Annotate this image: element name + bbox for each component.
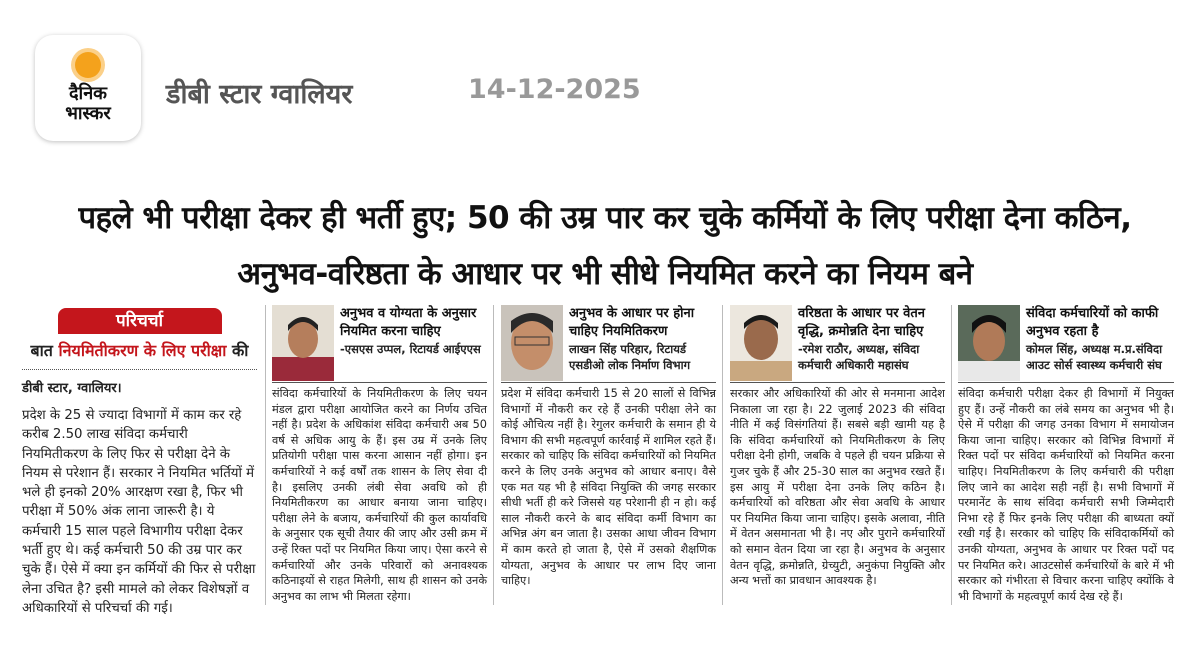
opinion-byline: -एसएस उप्पल, रिटायर्ड आईएएस (340, 342, 481, 356)
person-photo (958, 305, 1020, 381)
intro-column (22, 305, 266, 616)
opinion-byline: कोमल सिंह, अध्यक्ष म.प्र.संविदा आउट सोर्स स्वास्थ्य कर्मचारी संघ (1026, 342, 1163, 372)
sun-icon (75, 52, 101, 78)
subheading (22, 339, 257, 370)
dainik-bhaskar-logo (35, 35, 141, 141)
opinion-byline: -रमेश राठौर, अध्यक्ष, संविदा कर्मचारी अधिकारी महासंघ (798, 342, 920, 372)
opinion-title: अनुभव व योग्यता के अनुसार नियमित करना चाहिए (340, 306, 477, 339)
opinion-body: सरकार और अधिकारियों की ओर से मनमाना आदेश निकाला जा रहा है। 22 जुलाई 2023 की संविदा नीति में कई विसंगतियां हैं। सबसे बड़ी खामी यह है कि संविदा कर्मचारियों को नियमितीकरण के लिए परीक्षा देनी होगी, जबकि वे पहले ही चयन प्रक्रिया से गुजर चुके हैं और 25-30 साल का अनुभव रखते हैं। इस आयु में परीक्षा देना उनके लिए कठिन है। कर्मचारियों को वरिष्ठता और सेवा अवधि के आधार पर नियमित किया जाना चाहिए। इसके अलावा, नीति में वेतन असमानता भी है। नए और पुराने कर्मचारियों को समान वेतन दिया जा रहा है। अनुभव के अनुसार वेतन वृद्धि, क्रमोन्नति, ग्रेच्युटी, अनुकंपा नियुक्ति और अन्य भत्तों का प्रावधान आवश्यक है। (730, 387, 945, 588)
logo-text-line1: दैनिक (68, 83, 108, 104)
opinion-column (958, 305, 1180, 605)
person-photo (730, 305, 792, 381)
opinion-column (272, 305, 494, 605)
publish-date: 14-12-2025 (468, 74, 641, 105)
opinion-title: संविदा कर्मचारियों को काफी अनुभव रहता है (1026, 306, 1159, 339)
subheading-highlight: नियमितीकरण के लिए परीक्षा (58, 341, 227, 360)
subheading-post: की (226, 341, 249, 360)
opinion-title: अनुभव के आधार पर होना चाहिए नियमितिकरण (569, 306, 695, 339)
logo-text-line2: भास्कर (65, 103, 111, 124)
opinion-column (501, 305, 723, 605)
opinion-body: प्रदेश में संविदा कर्मचारी 15 से 20 सालों से विभिन्न विभागों में नौकरी कर रहे हैं उनकी परीक्षा लेने का कोई औचित्य नहीं है। रेगुलर कर्मचारी के समान ही ये विभाग की सभी महत्वपूर्ण कार्रवाई में शामिल रहते हैं। सरकार को चाहिए कि संविदा कर्मचारियों को नियमित करने के लिए उनके अनुभव को आधार बनाए। वैसे एक मत यह भी है संविदा नियुक्ति की जगह सरकार सीधी भर्ती ही करे जिससे यह परेशानी ही न हो। कई साल नौकरी करने के बाद संविदा कर्मी विभाग का अभिन्न अंग बन जाता है। उसका आधा जीवन विभाग में काम करते हो जाता है, ऐसे में उसको शैक्षणिक योग्यता, अनुभव के आधार पर लाभ दिए जाना चाहिए। (501, 387, 716, 588)
opinion-column (730, 305, 952, 605)
subheading-pre: बात (30, 341, 59, 360)
source-title: डीबी स्टार ग्वालियर (166, 79, 353, 110)
person-photo (272, 305, 334, 381)
person-photo (501, 305, 563, 381)
dateline: डीबी स्टार, ग्वालियर। (22, 381, 122, 396)
headline: पहले भी परीक्षा देकर ही भर्ती हुए; 50 की उम्र पार कर चुके कर्मियों के लिए परीक्षा देना कठिन, अनुभव-वरिष्ठता के आधार पर भी सीधे नियमित करने का नियम बने (78, 200, 1132, 292)
opinion-title: वरिष्ठता के आधार पर वेतन वृद्धि, क्रमोन्नति देना चाहिए (798, 306, 925, 339)
opinion-body: संविदा कर्मचारियों के नियमितीकरण के लिए चयन मंडल द्वारा परीक्षा आयोजित करने का निर्णय उचित नहीं है। प्रदेश के अधिकांश संविदा कर्मचारी अब 50 वर्ष से अधिक आयु के हैं। इस उम्र में उनके लिए प्रतियोगी परीक्षा पास करना आसान नहीं होगा। इन कर्मचारियों ने कई वर्षों तक शासन के लिए सेवा दी है। इसलिए उनकी लंबी सेवा अवधि को ही नियमितीकरण का आधार बनाया जाना चाहिए। परीक्षा लेने के बजाय, कर्मचारियों की कुल कार्यावधि के अनुसार एक सूची तैयार की जाए और उसी क्रम में उन्हें रिक्त पदों पर नियमित किया जाए। ऐसा करने से कर्मचारियों और उनके परिवारों को अनावश्यक कठिनाइयों से राहत मिलेगी, साथ ही शासन को उनके अनुभव का लाभ भी मिलता रहेगा। (272, 387, 487, 603)
intro-body: प्रदेश के 25 से ज्यादा विभागों में काम कर रहे करीब 2.50 लाख संविदा कर्मचारी नियमितीकरण के लिए फिर से परीक्षा देने के नियम से परेशान हैं। सरकार ने नियमित भर्तियों में भले ही इनको 20% आरक्षण रखा है, फिर भी परीक्षा में 50% अंक लाना जारूरी है। ये कर्मचारी 15 साल पहले विभागीय परीक्षा देकर भर्ती हुए थे। कई कर्मचारी 50 की उम्र पार कर चुके हैं। ऐसे में क्या इन कर्मियों की फिर से परीक्षा लेना उचित है? इसी मामले को लेकर विशेषज्ञों व अधिकारियों से परिचर्चा की गई। (22, 408, 256, 616)
section-tag: परिचर्चा (58, 308, 222, 334)
opinion-byline: लाखन सिंह परिहार, रिटायर्ड एसडीओ लोक निर्माण विभाग (569, 342, 691, 372)
opinion-body: संविदा कर्मचारी परीक्षा देकर ही विभागों में नियुक्त हुए हैं। उन्हें नौकरी का लंबे समय का अनुभव भी है। ऐसे में परीक्षा की जगह उनका विभाग में समायोजन किया जाना चाहिए। सरकार को विभिन्न विभागों में रिक्त पदों पर संविदा कर्मचारियों को नियमित करना चाहिए। नियमितीकरण के लिए कर्मचारी की परीक्षा लिए जाने का आदेश सही नहीं है। सभी विभागों में परमानेंट के साथ संविदा कर्मचारी सभी जिम्मेदारी निभा रहे हैं फिर इनके लिए परीक्षा की बाध्यता क्यों रखी गई है। सरकार को चाहिए कि संविदाकर्मियों को उनकी योग्यता, अनुभव के आधार पर रिक्त पदों पद पर नियमित करे। आउटसोर्स कर्मचारियों के बारे में भी सरकार को गंभीरता से विचार करना चाहिए क्योंकि वे भी विभागों के महत्वपूर्ण कार्य देख रहे हैं। (958, 387, 1174, 603)
